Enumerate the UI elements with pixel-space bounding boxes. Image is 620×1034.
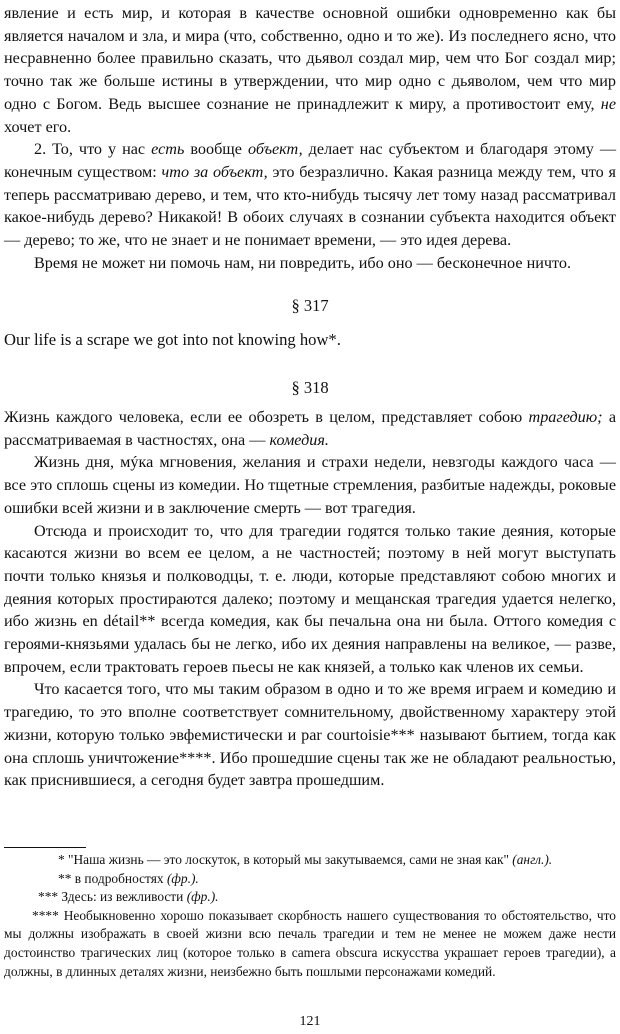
section-318-paragraph-4: Что касается того, что мы таким образом в одно и то же время играем и комедию и трагедию, то это вполне соответствует сомнительному, двойственному характеру этой жизни, которую только эвфемистически и par courtoisie*** называют бытием, тогда как она сплошь уничтожение****. Ибо прошедшие сцены так же не обладают реальностью, как приснившиеся, а сегодня будет завтра прошедшим. <box>4 680 616 790</box>
footnotes <box>4 851 616 981</box>
footnote-3: *** Здесь: из вежливости (фр.). <box>38 889 219 905</box>
section-318-body <box>4 406 616 792</box>
paragraph-2: 2. То, что у нас есть вообще объект, делает нас субъектом и благодаря этому — конечным существом: что за объект, это безразлично. Какая разница между тем, что я теперь рассматриваю дерево, и тем, что кто-нибудь тысячу лет тому назад рассматривал какое-нибудь дерево? Никакой! В обоих случаях в сознании субъекта находится объект — дерево; то же, что не знает и не понимает времени, — это идея дерева. <box>4 140 617 250</box>
page-number: 121 <box>299 1014 321 1029</box>
section-317-text: Our life is a scrape we got into not knowing how*. <box>4 330 341 349</box>
footnote-2: ** в подробностях (фр.). <box>58 870 199 886</box>
section-318-heading: § 318 <box>291 378 329 397</box>
footnote-4: **** Необыкновенно хорошо показывает скорбность нашего существования то обстоятельство, что мы должны изображать в своей жизни всю печаль трагедии и тем не менее не можем даже нести достоинство трагических лиц (которое только в camera obscura искусства украшает героев трагедии), а должны, в длинных деталях жизни, неизбежно быть пошлыми персонажами комедий. <box>4 907 616 979</box>
paragraph-continuation: явление и есть мир, и которая в качестве основной ошибки одновременно как бы является началом и зла, и мира (что, собственно, одно и то же). Из последнего ясно, что несравненно более правильно сказать, что дьявол создал мир, чем что Бог создал мир; точно так же больше истины в утверждении, что мир одно с дьяволом, чем что мир одно с Богом. Ведь высшее сознание не принадлежит к миру, а противостоит ему, не хочет его. <box>4 4 617 136</box>
section-317-heading: § 317 <box>291 296 329 315</box>
footnote-1: * "Наша жизнь — это лоскуток, в который мы закутываемся, сами не зная как" (англ.). <box>58 852 553 867</box>
footnote-divider <box>4 847 86 848</box>
paragraph-3: Время не может ни помочь нам, ни повредить, ибо оно — бесконечное ничто. <box>34 253 572 272</box>
section-318-paragraph-2: Жизнь дня, мýка мгновения, желания и страхи недели, невзгоды каждого часа — все это сплошь сцены из комедии. Но тщетные стремления, разбитые надежды, роковые ошибки всей жизни и в заключение смерть — вот трагедия. <box>4 453 616 517</box>
section-318-paragraph-1: Жизнь каждого человека, если ее обозреть в целом, представляет собою трагедию; а рассматриваемая в частностях, она — комедия. <box>4 408 617 449</box>
section-318-paragraph-3: Отсюда и происходит то, что для трагедии годятся только такие деяния, которые касаются жизни во всем ее целом, а не частностей; поэтому в ней могут выступать почти только князья и полководцы, т. е. люди, которые представляют собою многих и деяния которых простираются далеко; поэтому и мещанская трагедия удается нелегко, ибо жизнь en détail** всегда комедия, как бы печальна она ни была. Оттого комедия с героями-князьями удалась бы не легко, ибо их деяния направлены на великое, — разве, впрочем, если трактовать героев пьесы не как князей, а только как членов их семьи. <box>4 521 616 676</box>
main-text-top <box>4 2 616 274</box>
